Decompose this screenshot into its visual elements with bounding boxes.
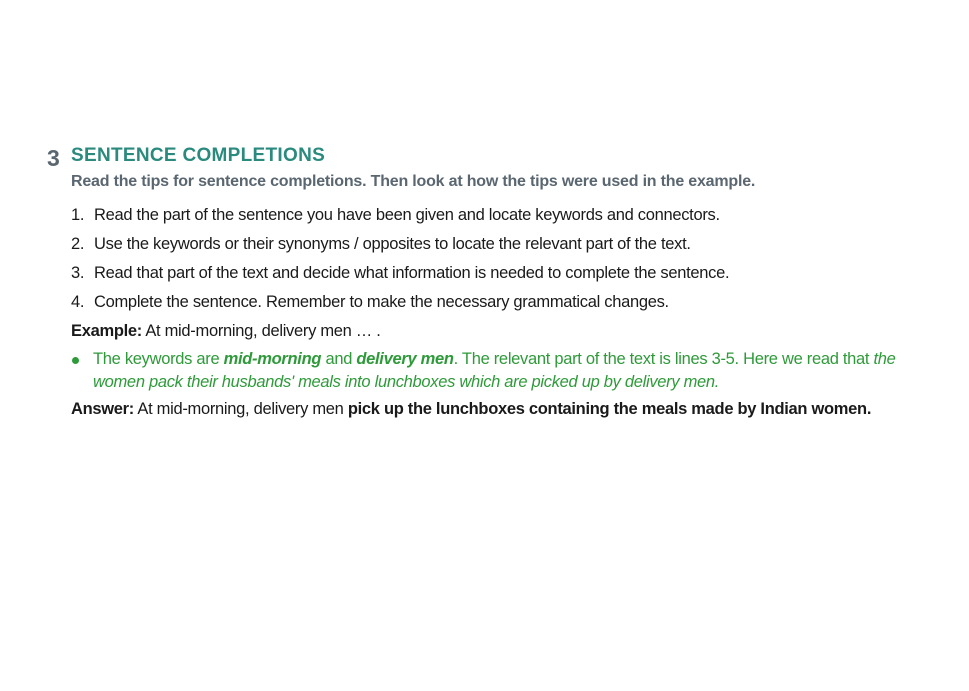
tip-number: 4. [71,293,85,311]
section-title: SENTENCE COMPLETIONS [71,145,326,166]
tip-item [71,288,941,317]
tip-text: Read that part of the text and decide what information is needed to complete the sentence. [94,264,730,282]
keyword-delivery-men: delivery men [356,350,454,368]
tip-number: 3. [71,264,85,282]
keyword-mid-morning: mid-morning [223,350,322,368]
example-label: Example: [71,322,142,340]
answer-text: At mid-morning, delivery men [134,400,348,418]
explanation-text [93,348,941,394]
tip-item [71,230,941,259]
tip-text: Read the part of the sentence you have been given and locate keywords and connectors. [94,206,720,224]
tip-text: Complete the sentence. Remember to make the necessary grammatical changes. [94,293,669,311]
example-line [71,317,941,346]
section-number: 3 [47,145,60,171]
explanation-part3: . The relevant part of the text is lines 3-5. Here we read that [453,350,874,368]
answer-label: Answer: [71,400,134,418]
explanation-bullet [71,348,941,394]
answer-completion: pick up the lunchboxes containing the meals made by Indian women. [347,400,872,418]
section-instructions: Read the tips for sentence completions. Then look at how the tips were used in the example. [71,173,756,190]
example-text: At mid-morning, delivery men … . [141,322,381,340]
explanation-quote: the women pack their husbands' meals into lunchboxes which are picked up by delivery men. [93,350,896,391]
tip-number: 2. [71,235,85,253]
tip-number: 1. [71,206,85,224]
tip-item [71,259,941,288]
section-content [71,143,941,424]
answer-line [71,395,941,424]
bullet-dot-icon [71,348,93,394]
tip-text: Use the keywords or their synonyms / opposites to locate the relevant part of the text. [94,235,691,253]
tip-item [71,201,941,230]
tips-list [71,201,941,317]
explanation-part1: The keywords are [93,350,224,368]
explanation-part2: and [321,350,357,368]
